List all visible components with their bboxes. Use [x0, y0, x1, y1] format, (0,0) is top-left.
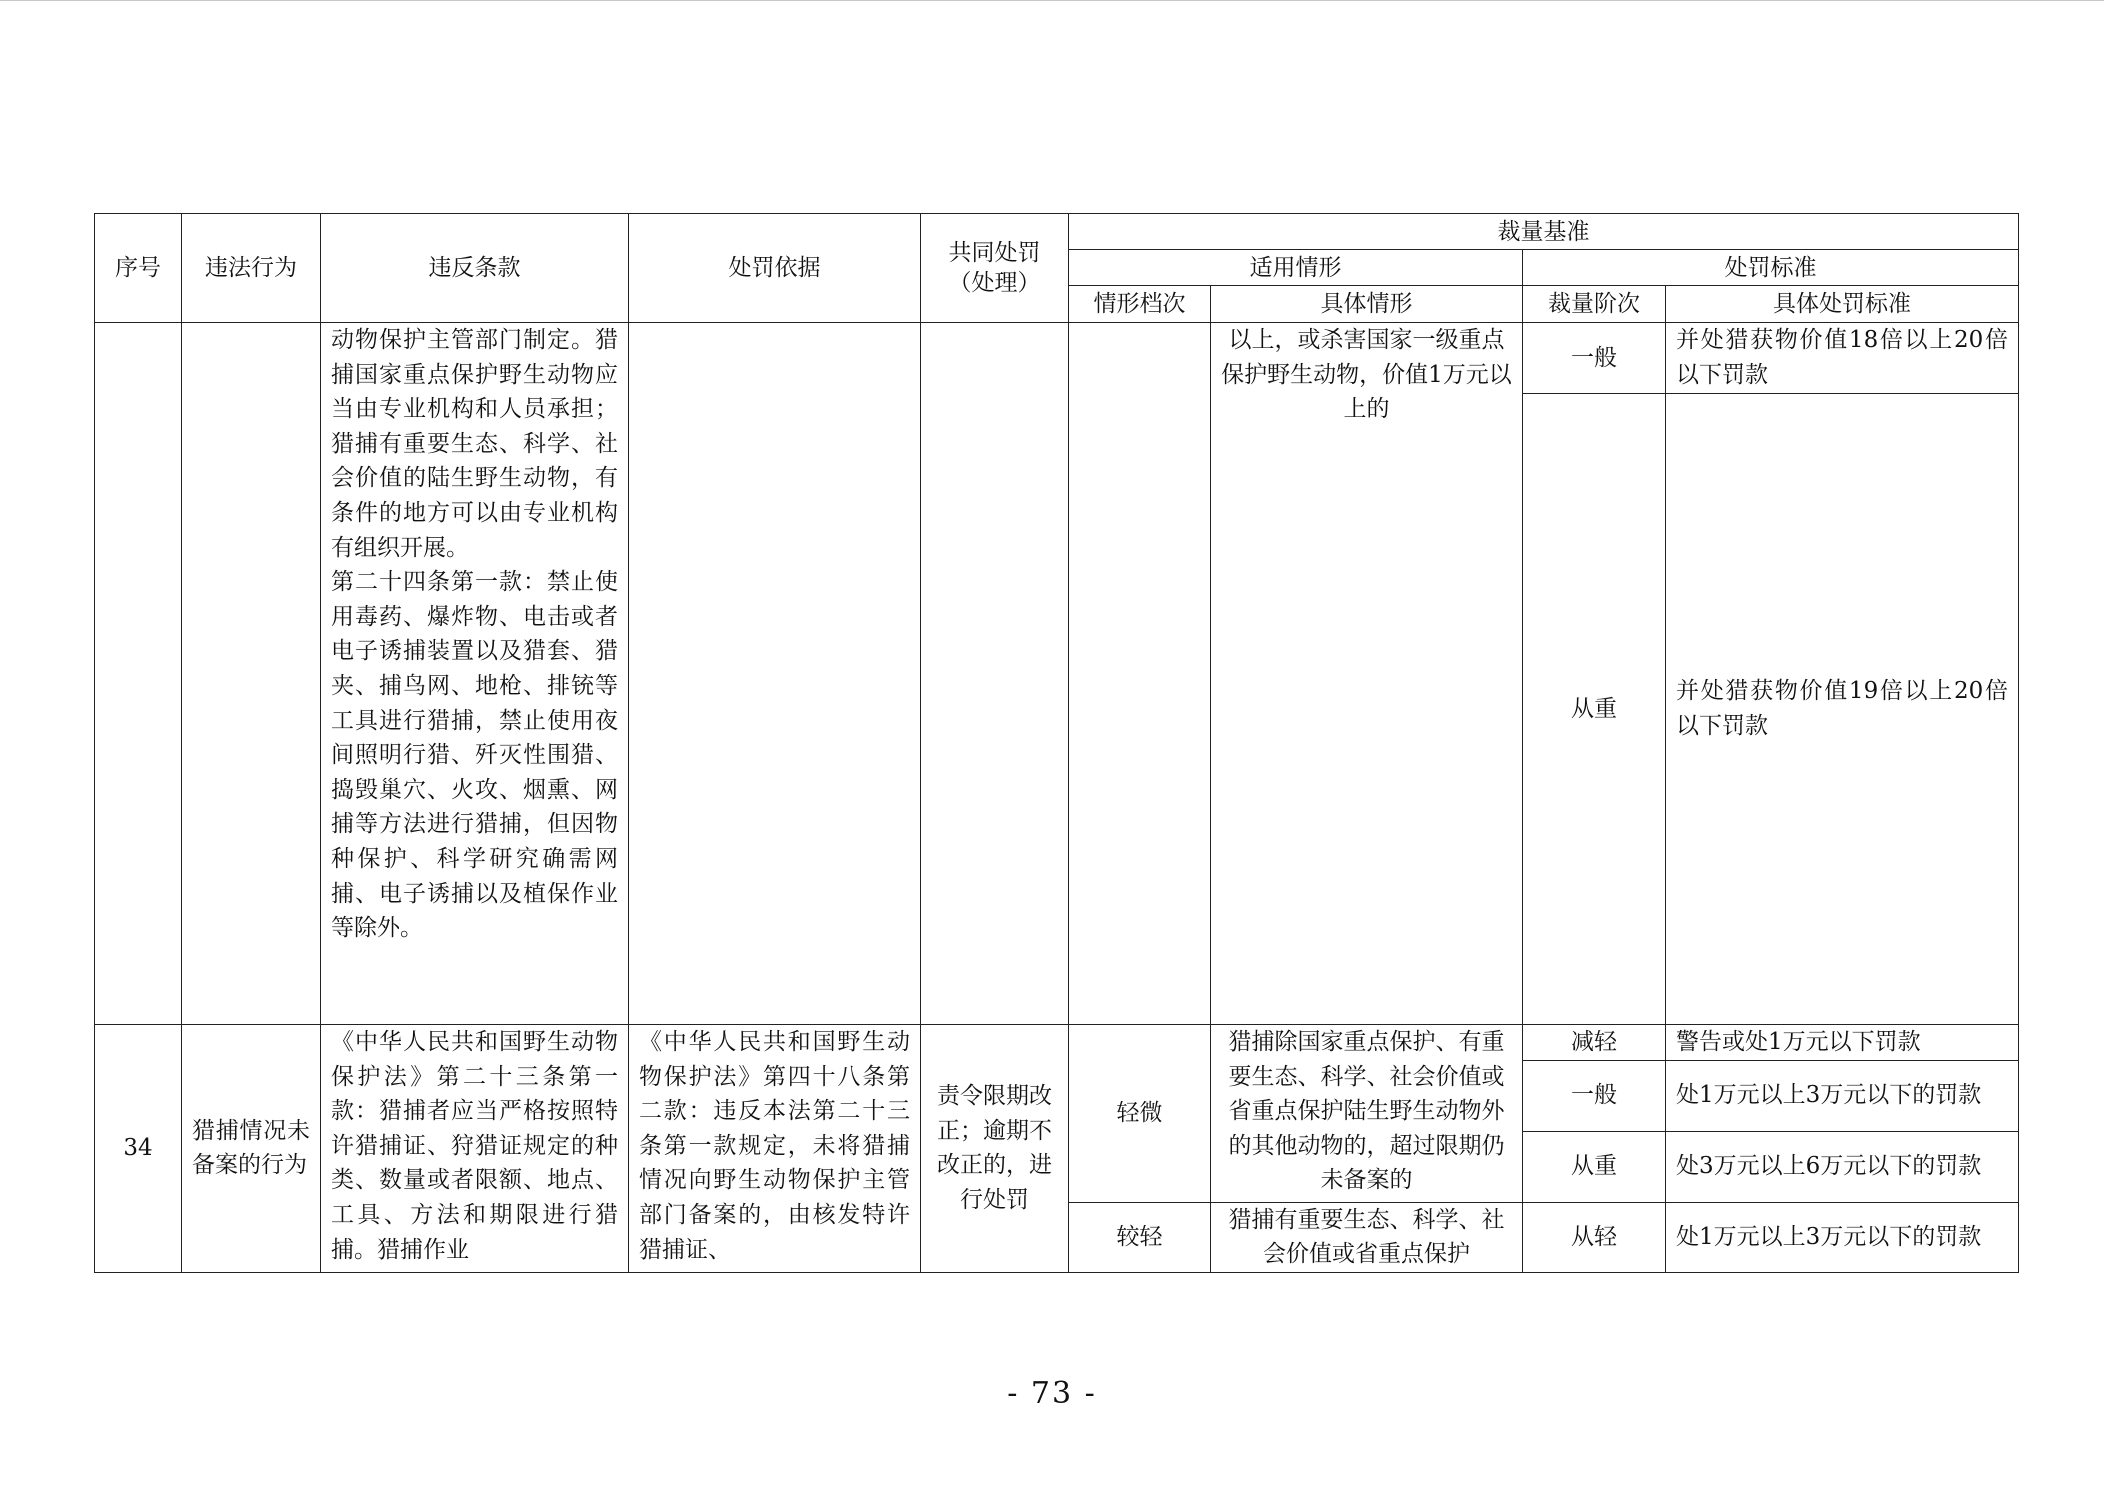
item34-level: 从轻	[1571, 1223, 1617, 1250]
item34-seq-cell	[95, 1025, 182, 1273]
page-top-border	[0, 0, 2104, 1]
item34-level: 一般	[1571, 1082, 1617, 1109]
cont-standard-cell	[1666, 394, 2019, 1025]
cont-level-text: 一般	[1571, 344, 1617, 371]
table-row	[95, 323, 2019, 394]
item34-behavior: 猎捕情况未备案的行为	[192, 1117, 310, 1179]
item34-standard: 处1万元以上3万元以下的罚款	[1676, 1223, 1982, 1250]
header-specific-standard: 具体处罚标准	[1666, 286, 2019, 323]
discretion-standard-table	[94, 213, 2019, 1273]
header-seq: 序号	[95, 214, 182, 323]
item34-standard-cell	[1666, 1202, 2019, 1272]
header-standard: 处罚标准	[1523, 250, 2019, 286]
header-grade: 情形档次	[1069, 286, 1211, 323]
item34-joint-cell	[921, 1025, 1069, 1273]
cont-seq-cell	[95, 323, 182, 1025]
header-joint-line2: （处理）	[948, 270, 1041, 296]
item34-grade: 较轻	[1116, 1223, 1163, 1250]
cont-level-text: 从重	[1571, 695, 1617, 722]
header-specific: 具体情形	[1211, 286, 1523, 323]
header-behavior: 违法行为	[182, 214, 321, 323]
cont-joint-cell	[921, 323, 1069, 1025]
cont-clause-cell	[321, 323, 629, 1025]
cont-clause-text: 动物保护主管部门制定。猎捕国家重点保护野生动物应当由专业机构和人员承担；猎捕有重要生态、科学、社会价值的陆生野生动物，有条件的地方可以由专业机构有组织开展。 第二十四条第一款：禁止使用毒药、爆炸物、电击或者电子诱捕装置以及猎套、猎夹、捕鸟网、地枪、排铳等工具进行猎捕，禁止使用夜间照明行猎、歼灭性围猎、捣毁巢穴、火攻、烟熏、网捕等方法进行猎捕，但因物种保护、科学研究确需网捕、电子诱捕以及植保作业等除外。	[331, 327, 618, 942]
item34-standard-cell	[1666, 1060, 2019, 1131]
header-basis: 处罚依据	[629, 214, 921, 323]
item34-grade-cell	[1069, 1025, 1211, 1203]
item34-grade: 轻微	[1116, 1100, 1163, 1126]
item34-specific-cell	[1211, 1025, 1523, 1203]
header-row-1	[95, 214, 2019, 250]
cont-specific-text: 以上，或杀害国家一级重点保护野生动物，价值1万元以上的	[1221, 327, 1512, 423]
item34-level-cell	[1523, 1025, 1666, 1061]
header-joint-line1: 共同处罚	[948, 240, 1041, 266]
item34-specific: 猎捕除国家重点保护、有重要生态、科学、社会价值或省重点保护陆生野生动物外的其他动物的，超过限期仍未备案的	[1228, 1029, 1505, 1194]
header-clause: 违反条款	[321, 214, 629, 323]
page-number: - 73 -	[1007, 1376, 1097, 1411]
item34-level-cell	[1523, 1131, 1666, 1202]
item34-basis-cell	[629, 1025, 921, 1273]
cont-specific-cell	[1211, 323, 1523, 1025]
item34-standard: 处1万元以上3万元以下的罚款	[1676, 1082, 1982, 1109]
item34-level: 减轻	[1571, 1029, 1617, 1055]
item34-standard-cell	[1666, 1025, 2019, 1061]
item34-standard: 警告或处1万元以下罚款	[1676, 1029, 1921, 1055]
header-applicable: 适用情形	[1069, 250, 1523, 286]
cont-behavior-cell	[182, 323, 321, 1025]
item34-specific: 猎捕有重要生态、科学、社会价值或省重点保护	[1228, 1206, 1505, 1268]
item34-clause-cell	[321, 1025, 629, 1273]
cont-level-cell	[1523, 323, 1666, 394]
cont-standard-cell	[1666, 323, 2019, 394]
cont-grade-cell	[1069, 323, 1211, 1025]
item34-standard-cell	[1666, 1131, 2019, 1202]
item34-clause: 《中华人民共和国野生动物保护法》第二十三条第一款：猎捕者应当严格按照特许猎捕证、狩猎证规定的种类、数量或者限额、地点、工具、方法和期限进行猎捕。猎捕作业	[331, 1029, 618, 1263]
item34-level-cell	[1523, 1060, 1666, 1131]
item34-basis: 《中华人民共和国野生动物保护法》第四十八条第二款：违反本法第二十三条第一款规定，未将猎捕情况向野生动物保护主管部门备案的，由核发特许猎捕证、	[639, 1029, 910, 1263]
cont-basis-cell	[629, 323, 921, 1025]
table-row	[95, 1025, 2019, 1061]
header-joint-penalty	[921, 214, 1069, 323]
item34-behavior-cell	[182, 1025, 321, 1273]
header-level: 裁量阶次	[1523, 286, 1666, 323]
header-discretion: 裁量基准	[1069, 214, 2019, 250]
item34-level-cell	[1523, 1202, 1666, 1272]
cont-level-cell	[1523, 394, 1666, 1025]
cont-standard-text: 并处猎获物价值18倍以上20倍以下罚款	[1676, 327, 2008, 388]
item34-grade-cell	[1069, 1202, 1211, 1272]
item34-joint: 责令限期改正；逾期不改正的，进行处罚	[937, 1083, 1052, 1213]
item34-standard: 处3万元以上6万元以下的罚款	[1676, 1153, 1982, 1180]
item34-seq: 34	[123, 1135, 153, 1162]
cont-standard-text: 并处猎获物价值19倍以上20倍以下罚款	[1676, 678, 2008, 739]
item34-specific-cell	[1211, 1202, 1523, 1272]
item34-level: 从重	[1571, 1153, 1617, 1180]
